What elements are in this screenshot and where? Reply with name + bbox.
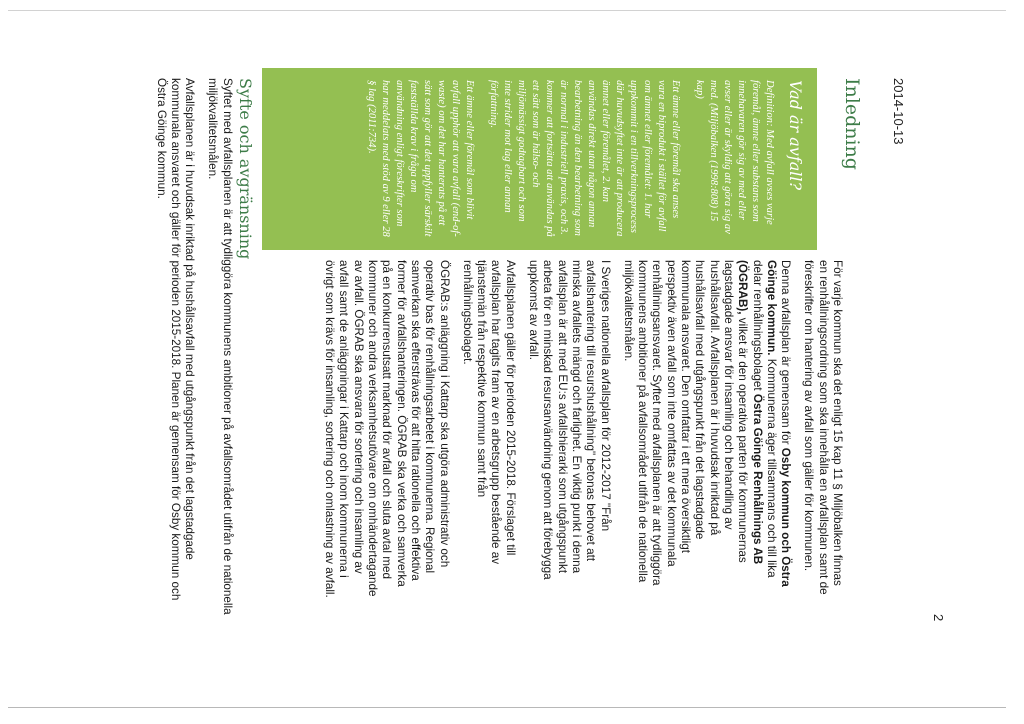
definition-sidebar [262, 68, 817, 250]
body-paragraph: Avfallsplanen är i huvudsak inriktad på hushållsavfall med utgångspunkt från det lagstadgade kommunala ansvaret och gäller för perioden 2015-2018. Planen är gemensam för Osby kommun och Östra Göinge kommun. [154, 78, 197, 601]
body-text-bold: Östra Göinge Renhållnings AB (ÖGRAB), [736, 260, 764, 565]
body-text: Kommunerna äger tillsammans och till lika delar renhållningsbolaget [750, 260, 778, 578]
body-paragraph: Avfallsplanen gäller för perioden 2015-2018. Förslaget till avfallsplan har tagits fram av en arbetsgrupp bestående av tjänstemän från respektive kommun samt från renhållningsbolaget. [460, 260, 517, 565]
sidebar-title: Vad är avfall? [786, 80, 805, 191]
page-number: 2 [931, 614, 946, 622]
body-paragraph: För varje kommun ska det enligt 15 kap 11 § Miljöbalken finnas en renhållningsordning som ska innehålla en avfallsplan samt de föreskrifter om hantering av avfall som gäller för kommunen. [802, 260, 844, 595]
body-text-bold: Osby kommun och Östra Göinge kommun. [764, 260, 793, 587]
body-text: Denna avfallsplan är gemensam för [779, 260, 793, 448]
body-paragraph: Syftet med avfallsplanen är att tydliggöra kommunens ambitioner på avfallsområdet utifrån de nationella miljökvalitetsmålen. [206, 78, 234, 615]
body-paragraph: ÖGRAB:s anläggning i Kattarp ska utgöra administrativ och operativ bas för renhållningsarbetet i kommunerna. Regional samverkan ska eftersträvas för att hitta rationella och effektiva former för avfallshanteringen. ÖGRAB ska verka och samverka på en konkurrensutsatt marknad för avfall och sluta avtal med kommuner och andra verksamhetsutövare om omhändertagande av avfall. ÖGRAB ska ansvara för sortering och insamling av avfall samt de anläggningar i Kattarp och inom kommunerna i övrigt som krävs för insamling, sortering och omlastning av avfall. [323, 260, 451, 598]
sidebar-paragraph: Ett ämne eller föremål ska anses vara en biprodukt i stället för avfall om ämnet eller föremålet: 1. har uppkommit i en tillverkningsprocess där huvudsyftet inte är att producera ämnet eller föremålet, 2. kan användas direkt utan någon annan bearbetning än den bearbetning som är normal i industriell praxis, och 3. kommer att fortsätta att användas på ett sätt som är hälso- och miljömässigt godtagbart och som inte strider mot lag eller annan författning. [488, 80, 681, 237]
body-paragraph [621, 260, 793, 598]
section-heading-syfte: Syfte och avgränsning [236, 78, 255, 260]
document-date: 2014-10-13 [891, 78, 906, 145]
section-heading-inledning: Inledning [841, 78, 864, 170]
sidebar-paragraph: Definition: Med avfall avses varje föremål, ämne eller substans som innehavaren gör sig av med eller avser eller är skyldig att göra sig av med. (Miljöbalken (1998:808) 15 kap) [694, 80, 775, 234]
purpose-section [144, 78, 255, 618]
sidebar-text [364, 80, 776, 238]
sidebar-paragraph: Ett ämne eller föremål som blivit avfall upphör att vara avfall (end-of-waste) om det har hanterats på ett sätt som gör att det uppfyller särskilt fastställda krav i fråga om användning enligt föreskrifter som har meddelats med stöd av 9 eller 28 § lag (2011:734). [366, 80, 475, 237]
main-text-column [313, 260, 844, 598]
body-paragraph: I Sveriges nationella avfallsplan för 2012-2017 "Från avfallshantering till resurshushållning" betonas behovet att minska avfallets mängd och farlighet. En viktig punkt i denna avfallsplan är att med EU:s avfallshierarki som utgångspunkt arbeta för en minskad resursanvändning genom att förebygga uppkomst av avfall. [527, 260, 612, 580]
body-text: vilket är den operativa parten för kommunernas lagstadgade ansvar för insamling och behandling av hushållsavfall. Avfallsplanen är i huvudsak inriktad på hushållsavfall med utgångspunkt från det lagstadgade kommunala ansvaret. Den omfattar i ett mera översiktligt perspektiv även avfall som inte omfattas av det kommunala renhållningsansvaret. Syftet med avfallsplanen är att tydliggöra kommunens ambitioner på avfallsområdet utifrån de nationella miljökvalitetsmålen. [621, 260, 750, 586]
